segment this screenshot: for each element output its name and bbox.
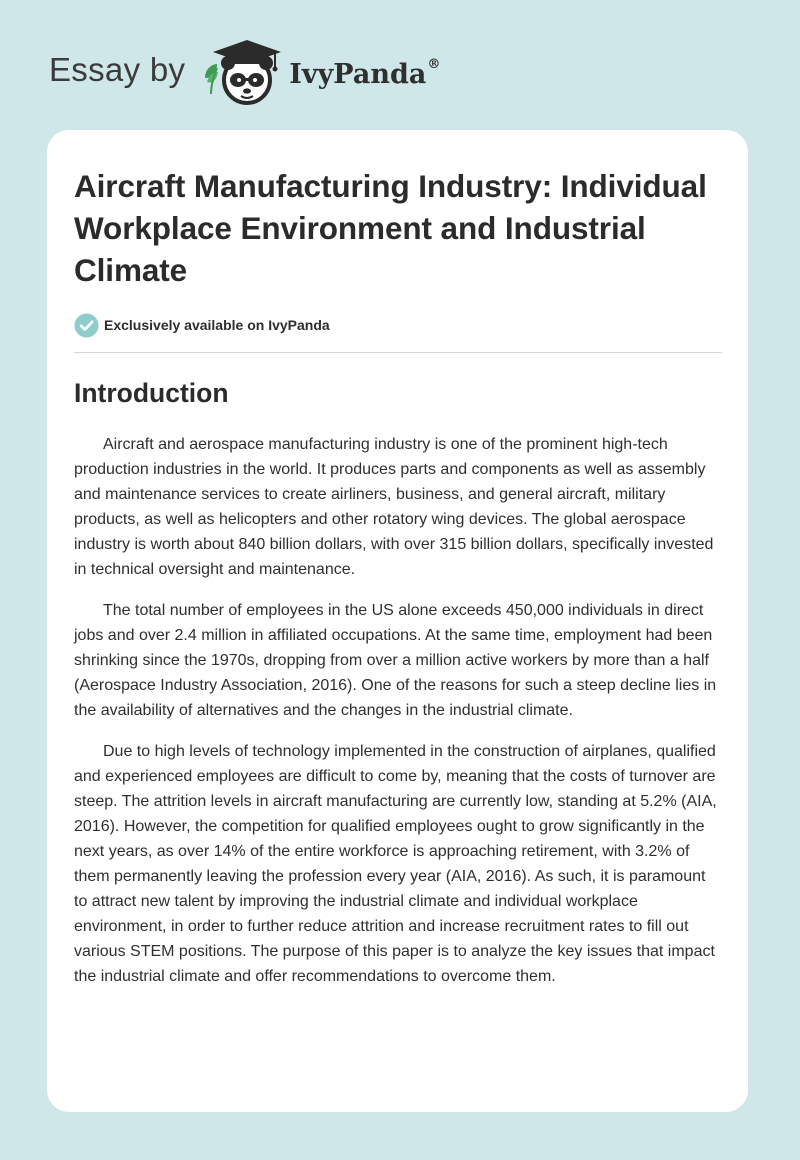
paragraph: Due to high levels of technology implemented in the construction of airplanes, qualified and experienced employees are difficult to come by, meaning that the costs of turnover are steep. The attrition levels in aircraft manufacturing are currently low, standing at 5.2% (AIA, 2016). However, the competition for qualified employees ought to grow significantly in the next years, as over 14% of the entire workforce is approaching retirement, with 3.2% of them permanently leaving the profession every year (AIA, 2016). As such, it is paramount to attract new talent by improving the industrial climate and individual workplace environment, in order to further reduce attrition and increase recruitment rates to fill out various STEM positions. The purpose of this paper is to analyze the key issues that impact the industrial climate and offer recommendations to overcome them. xyxy=(74,743,717,985)
paragraph: Aircraft and aerospace manufacturing industry is one of the prominent high-tech production industries in the world. It produces parts and components as well as assembly and maintenance services to create airliners, business, and general aircraft, military products, as well as helicopters and other rotatory wing devices. The global aerospace industry is worth about 840 billion dollars, with over 315 billion dollars, specifically invested in technical oversight and maintenance. xyxy=(74,436,714,578)
brand-name: IvyPanda® xyxy=(289,56,441,90)
registered-mark: ® xyxy=(427,56,441,72)
page-title: Aircraft Manufacturing Industry: Individual Workplace Environment and Industrial Climate xyxy=(74,168,707,288)
check-circle-icon xyxy=(74,313,99,338)
panda-logo-icon xyxy=(199,38,285,108)
divider xyxy=(74,352,722,353)
essay-by-label: Essay by xyxy=(49,51,186,88)
section-heading: Introduction xyxy=(74,378,229,408)
paragraph: The total number of employees in the US alone exceeds 450,000 individuals in direct jobs and over 2.4 million in affiliated occupations. At the same time, employment had been shrinking since the 1970s, dropping from over a million active workers by more than a half (Aerospace Industry Association, 2016). One of the reasons for such a steep decline lies in the availability of alternatives and the changes in the industrial climate. xyxy=(74,602,717,719)
exclusive-badge-text: Exclusively available on IvyPanda xyxy=(104,317,330,333)
exclusive-badge xyxy=(74,312,722,338)
site-brand[interactable] xyxy=(49,38,440,108)
essay-card xyxy=(47,130,748,1112)
